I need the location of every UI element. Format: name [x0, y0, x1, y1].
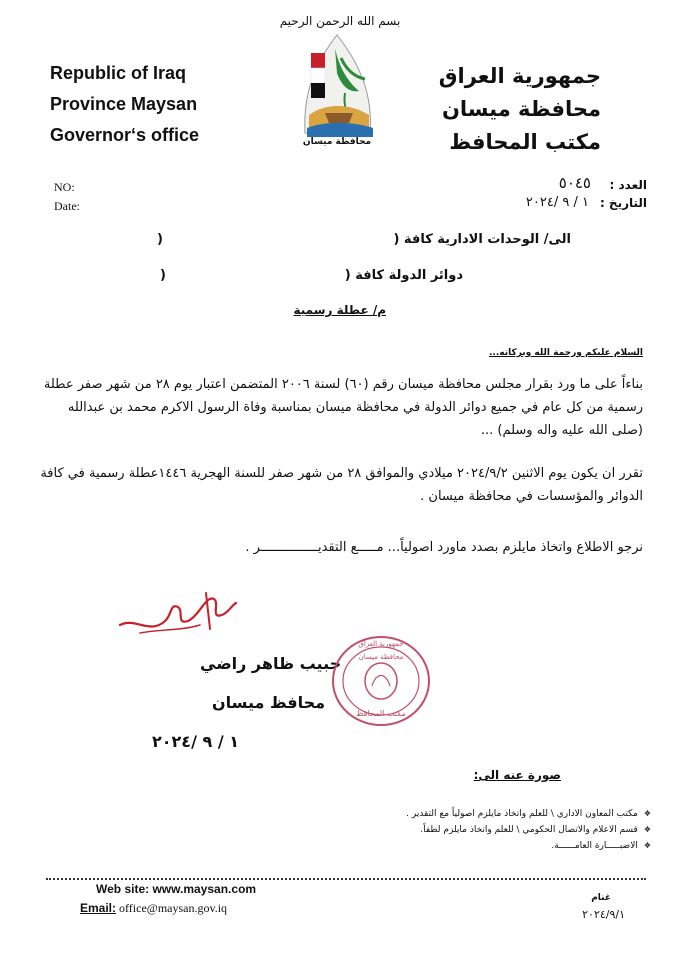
copy-to-item-text: قسم الاعلام والاتصال الحكومي \ للعلم واتخاذ مايلزم لطفاً.: [420, 825, 638, 835]
header-en-line2: Province Maysan: [50, 94, 198, 114]
diamond-bullet-icon: ❖: [643, 809, 651, 818]
recipient-line-2: دوائر الدولة كافة (: [344, 268, 463, 283]
signatory-date: ١ / ٩ /٢٠٢٤: [152, 732, 239, 751]
copy-to-item-text: مكتب المعاون الاداري \ للعلم واتخاذ مايلزم اصولياً مع التقدير .: [406, 809, 638, 819]
handwritten-signature: [110, 585, 240, 645]
copy-to-item: [231, 838, 651, 854]
email-label: Email:: [80, 901, 117, 915]
footer-website: [96, 882, 256, 896]
signatory-name: حبيب ظاهر راضي: [200, 654, 342, 673]
basmala: بسم الله الرحمن الرحيم: [279, 14, 401, 28]
body-paragraph-2: تقرر ان يكون يوم الاثنين ٢٠٢٤/٩/٢ ميلادي والموافق ٢٨ من شهر صفر للسنة الهجرية ١٤٤٦عطلة رسمية في كافة الدوائر والمؤسسات في محافظة ميسان .: [40, 466, 643, 504]
copy-to-item: [231, 822, 651, 838]
stamp-top-text: جمهورية العراق: [358, 640, 404, 648]
subject-line: م/ عطلة رسمية: [293, 303, 386, 317]
header-en-line1: Republic of Iraq: [50, 63, 187, 83]
footer-email: [80, 901, 227, 916]
copy-to-list: [231, 806, 651, 854]
logo-caption: محافظة ميسان: [302, 137, 372, 147]
date-label-en: Date:: [54, 199, 80, 213]
greeting: السلام عليكم ورحمة الله وبركاته...: [488, 348, 643, 358]
typist-date: ٢٠٢٤/٩/١: [582, 908, 625, 921]
diamond-bullet-icon: ❖: [643, 825, 651, 834]
signatory-title: محافظ ميسان: [212, 693, 326, 712]
footer-divider: [46, 878, 646, 880]
copy-to-item-text: الاضبـــــارة العامــــــة.: [551, 841, 638, 851]
number-label-ar: العدد :: [609, 178, 647, 192]
official-stamp: [328, 632, 434, 730]
stamp-mid-text: محافظة ميسان: [358, 653, 404, 661]
number-label-en: NO:: [54, 180, 75, 194]
diamond-bullet-icon: ❖: [643, 841, 651, 850]
header-ar-line1: جمهورية العراق: [438, 64, 601, 88]
copy-to-title: صورة عنه الى:: [473, 768, 561, 782]
header-ar-line2: محافظة ميسان: [441, 97, 601, 121]
document-number: ٥٠٤٥: [558, 174, 591, 192]
body-paragraph-1: بناءاً على ما ورد بقرار مجلس محافظة ميسان رقم (٦٠) لسنة ٢٠٠٦ المتضمن اعتبار يوم ٢٨ من شهر صفر عطلة رسمية من كل عام في جميع دوائر الدولة في محافظة ميسان بمناسبة وفاة الرسول الاكرم محمد بن عبدالله (صلى الله عليه واله وسلم) ...: [43, 377, 643, 438]
header-en-line3: Governor‘s office: [50, 125, 200, 145]
email-link[interactable]: office@maysan.gov.iq: [119, 901, 228, 915]
stamp-bottom-text: مكتب المحافظ: [356, 709, 406, 718]
recipient-close-paren-1: ): [157, 232, 163, 247]
recipient-line-1: الى/ الوحدات الادارية كافة (: [393, 232, 571, 247]
website-link[interactable]: www.maysan.com: [152, 882, 257, 896]
header-english: [50, 58, 199, 151]
recipient-close-paren-2: ): [160, 268, 166, 283]
copy-to-item: [231, 806, 651, 822]
header-arabic: [439, 60, 601, 159]
document-date: ١ / ٩ /٢٠٢٤: [525, 195, 589, 210]
maysan-governorate-logo: [295, 33, 380, 148]
date-label-ar: التاريخ :: [599, 196, 647, 210]
header-ar-line3: مكتب المحافظ: [449, 130, 601, 154]
body-paragraph-3: نرجو الاطلاع واتخاذ مايلزم بصدد ماورد اصولياً... مـــــع التقديـــــــــــــــر .: [245, 540, 643, 555]
website-label: Web site:: [96, 882, 150, 896]
typist-name: غنام: [591, 893, 611, 903]
